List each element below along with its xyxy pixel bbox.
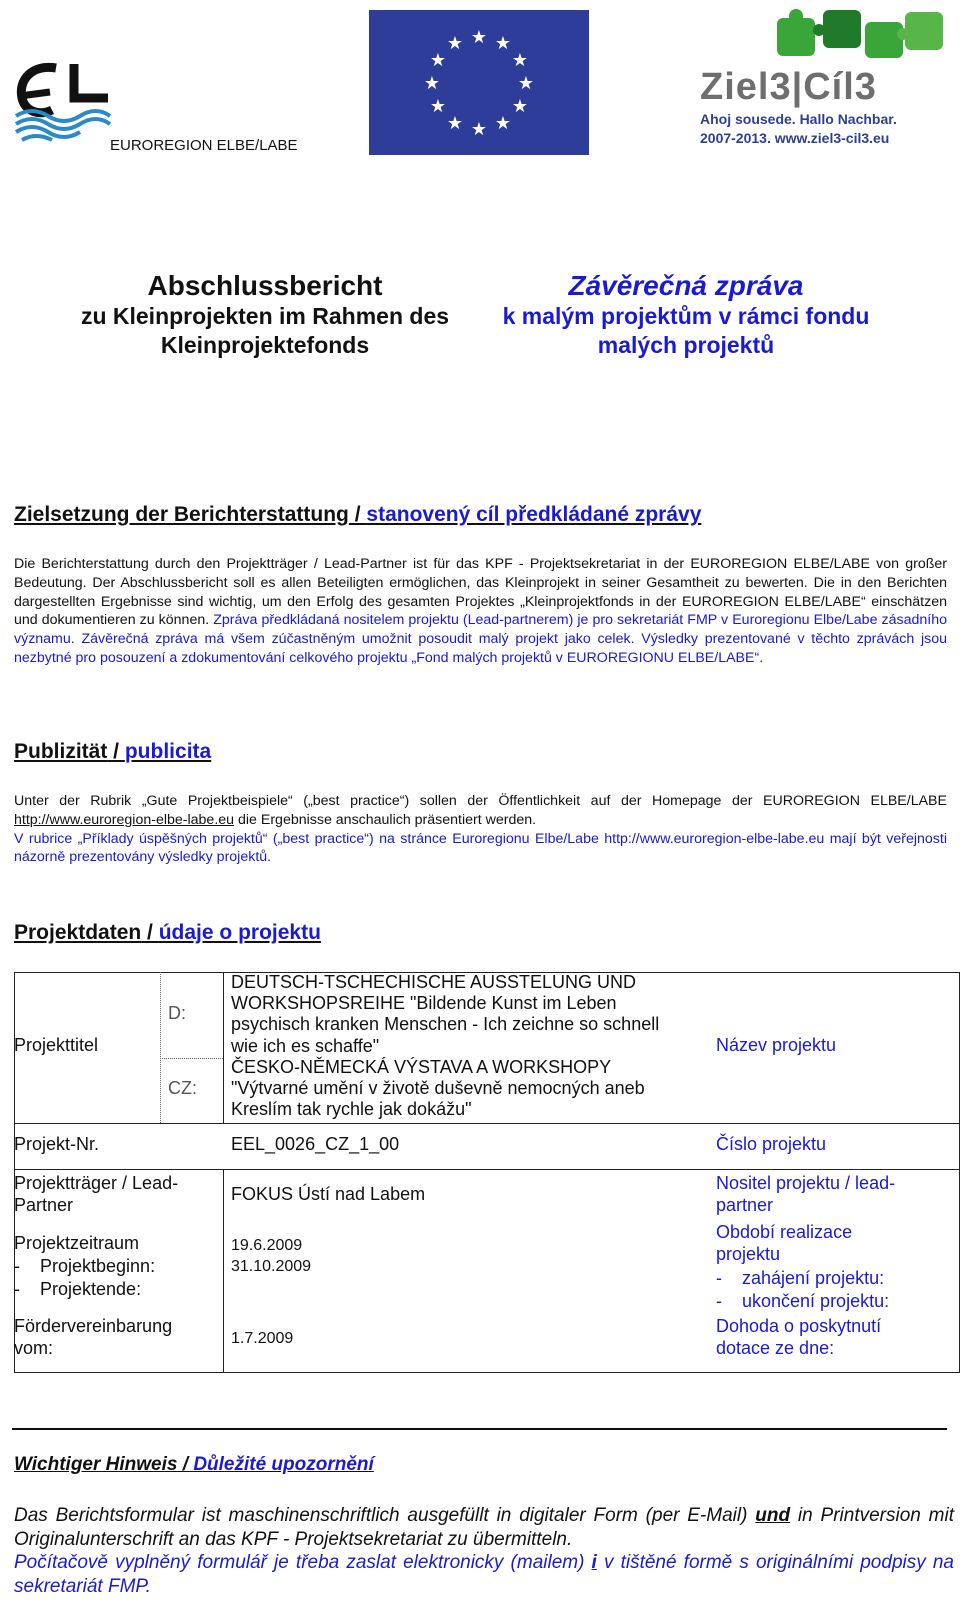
project-nr-value: EEL_0026_CZ_1_00 xyxy=(231,1134,400,1154)
period-begin-label: - Projektbeginn: xyxy=(14,1256,156,1276)
ziel3-logo xyxy=(697,8,947,158)
title-de-line3: Kleinprojektefonds xyxy=(160,332,370,358)
svg-text:★: ★ xyxy=(446,113,464,134)
goal-heading-cz: stanovený cíl předkládané zprávy xyxy=(366,503,702,526)
org-name: EUROREGION ELBE/LABE xyxy=(110,137,298,154)
project-nr-label: Projekt-Nr. xyxy=(14,1134,100,1154)
notice-heading xyxy=(14,1454,374,1476)
title-cz xyxy=(476,270,896,360)
svg-text:★: ★ xyxy=(470,119,488,140)
project-title-value-de: DEUTSCH-TSCHECHISCHE AUSSTELUNG UND WORKSHOPSREIHE "Bildende Kunst im Leben psychisch kranken Menschen - Ich zeichne so schnell wie ich es schaffe" xyxy=(231,972,660,1056)
period-end-value: 31.10.2009 xyxy=(231,1258,312,1275)
svg-text:★: ★ xyxy=(423,73,441,94)
svg-text:★: ★ xyxy=(494,33,512,54)
svg-text:★: ★ xyxy=(511,96,529,117)
heading-separator: / xyxy=(107,740,125,763)
notice-text-de-1: Das Berichtsformular ist maschinenschriftlich ausgefüllt in digitaler Form (per E-Mail) xyxy=(14,1505,756,1526)
svg-text:★: ★ xyxy=(470,27,488,48)
notice-text-cz-i: i xyxy=(591,1552,597,1573)
period-begin-label-cz: - zahájení projektu: xyxy=(716,1268,885,1288)
publicity-text-de-1: Unter der Rubrik „Gute Projektbeispiele“ („best practice“) sollen der Öffentlichkeit auf der Homepage der EUROREGION ELBE/LABE xyxy=(14,793,947,809)
svg-text:★: ★ xyxy=(429,96,447,117)
publicity-heading-cz: publicita xyxy=(124,740,212,763)
goal-text xyxy=(14,555,947,668)
period-end-label: - Projektende: xyxy=(14,1279,142,1299)
agreement-label: Fördervereinbarung vom: xyxy=(14,1316,173,1358)
title-cz-line2: k malým projektům v rámci fondu xyxy=(502,303,870,329)
title-d-label: D: xyxy=(168,1003,186,1023)
euroregion-logo xyxy=(12,58,112,153)
title-de-line2: zu Kleinprojekten im Rahmen des xyxy=(80,303,450,329)
svg-text:★: ★ xyxy=(517,73,535,94)
carrier-value: FOKUS Ústí nad Labem xyxy=(231,1184,426,1204)
publicity-text-cz: V rubrice „Příklady úspěšných projektů“ („best practice“) na stránce Euroregionu Elbe/Labe http://www.euroregion-elbe-labe.eu mají být veřejnosti názorně prezentovány výsledky projektů. xyxy=(14,830,947,866)
homepage-link[interactable]: http://www.euroregion-elbe-labe.eu xyxy=(14,811,235,828)
project-nr-label-cz: Číslo projektu xyxy=(716,1134,827,1154)
notice-heading-de: Wichtiger Hinweis xyxy=(14,1454,178,1475)
title-de-main: Abschlussbericht xyxy=(147,270,383,301)
ziel3-slogan: Ahoj sousede. Hallo Nachbar. xyxy=(700,111,897,127)
project-title-label-cz: Název projektu xyxy=(716,1035,837,1055)
period-label: Projektzeitraum xyxy=(14,1233,140,1253)
title-cz-label: CZ: xyxy=(168,1078,197,1098)
ziel3-title: Ziel3|Cíl3 xyxy=(700,66,877,108)
period-end-label-cz: - ukončení projektu: xyxy=(716,1291,890,1311)
goal-text-cz: Zpráva předkládaná nositelem projektu (Lead-partnerem) je pro sekretariát FMP v Euroregionu Elbe/Labe zásadního významu. Závěrečná zpráva má všem zúčastněným umožnit posoudit malý projekt jako celek. Výsledky prezentované v těchto zprávách jsou nezbytné pro posouzení a zdokumentování celkového projektu „Fond malých projektů v EUROREGIONU ELBE/LABE“. xyxy=(14,612,947,666)
goal-text-de: Die Berichterstattung durch den Projektträger / Lead-Partner ist für das KPF - Projektsekretariat in der EUROREGION ELBE/LABE von großer Bedeutung. Der Abschlussbericht soll es allen Beteiligten ermöglichen, das Kleinprojekt in seiner Gesamtheit zu bewerten. Die in den Berichten dargestellten Ergebnisse sind wichtig, um den Erfolg des gesamten Projektes „Kleinprojektfonds in der EUROREGION ELBE/LABE“ einschätzen und dokumentieren zu können. xyxy=(14,556,947,629)
notice-text xyxy=(14,1504,954,1598)
carrier-label-cz: Nositel projektu / lead-partner xyxy=(716,1173,896,1215)
svg-text:★: ★ xyxy=(446,33,464,54)
project-data-heading-cz: údaje o projektu xyxy=(158,921,321,944)
svg-text:★: ★ xyxy=(494,113,512,134)
notice-text-de-2: in Printversion mit Originalunterschrift an das KPF - Projektsekretariat zu übermitteln. xyxy=(14,1505,954,1550)
agreement-label-cz: Dohoda o poskytnutí dotace ze dne: xyxy=(716,1316,882,1358)
project-title-label: Projekttitel xyxy=(14,1035,99,1055)
heading-separator: / xyxy=(177,1454,194,1475)
publicity-text-de-2: die Ergebnisse anschaulich präsentiert werden. xyxy=(234,811,537,828)
heading-separator: / xyxy=(348,503,367,526)
notice-heading-cz: Důležité upozornění xyxy=(193,1454,374,1475)
svg-text:★: ★ xyxy=(429,50,447,71)
title-de xyxy=(55,270,475,360)
separator-line xyxy=(12,1428,947,1430)
eu-flag-logo xyxy=(369,10,589,155)
goal-heading-de: Zielsetzung der Berichterstattung xyxy=(14,503,349,526)
goal-heading xyxy=(14,503,701,527)
ziel3-url: 2007-2013. www.ziel3-cil3.eu xyxy=(700,130,890,146)
project-title-value xyxy=(231,972,686,1120)
carrier-label: Projektträger / Lead-Partner xyxy=(14,1173,179,1215)
project-data-heading-de: Projektdaten xyxy=(14,921,142,944)
title-cz-line3: malých projektů xyxy=(597,332,775,358)
project-table xyxy=(14,972,960,1372)
title-cz-main: Závěrečná zpráva xyxy=(568,270,804,301)
agreement-value: 1.7.2009 xyxy=(231,1330,294,1347)
publicity-heading-de: Publizität xyxy=(14,740,108,763)
publicity-text xyxy=(14,792,947,867)
notice-text-cz-1: Počítačově vyplněný formulář je třeba zaslat elektronicky (mailem) xyxy=(14,1552,592,1573)
period-begin-value: 19.6.2009 xyxy=(231,1237,303,1254)
notice-text-de-und: und xyxy=(755,1505,791,1526)
project-title-value-cz: ČESKO-NĚMECKÁ VÝSTAVA A WORKSHOPY "Výtvarné umění v životě duševně nemocných aneb Kreslím tak rychle jak dokážu" xyxy=(231,1056,645,1120)
heading-separator: / xyxy=(141,921,159,944)
period-label-cz: Období realizace projektu xyxy=(716,1222,853,1264)
svg-text:★: ★ xyxy=(511,50,529,71)
notice-text-cz-2: v tištěné formě s originálními podpisy na sekretariát FMP. xyxy=(14,1552,954,1597)
publicity-heading xyxy=(14,740,211,764)
project-data-heading xyxy=(14,921,321,945)
